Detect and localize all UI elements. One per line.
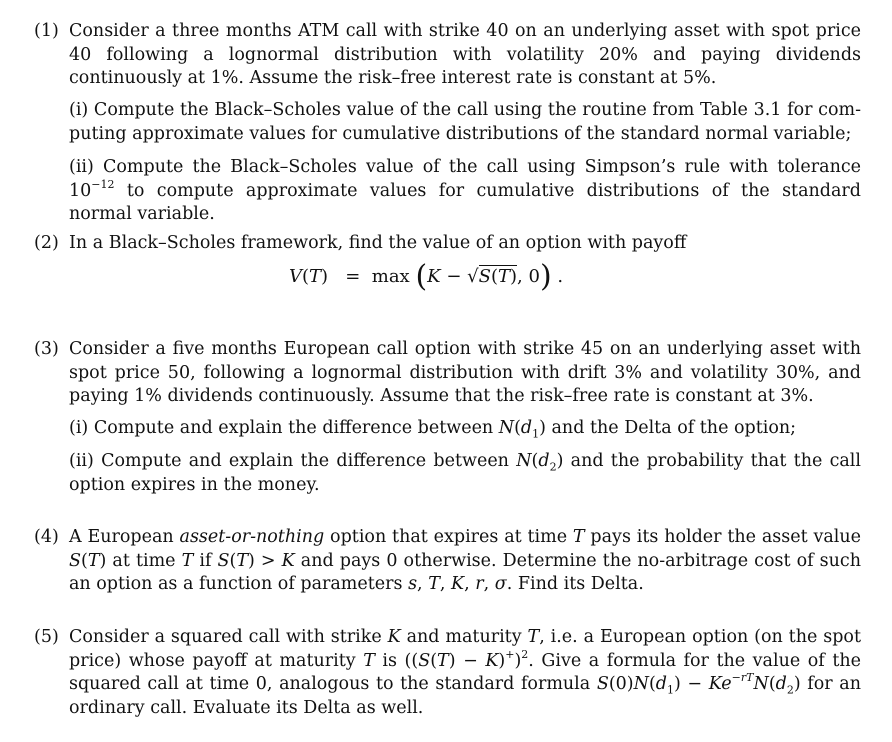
problem-2-stem: In a Black–Scholes framework, find the value of an option with payoff xyxy=(69,233,687,253)
problem-4-stem: A European asset-or-nothing option that expires at time T pays its holder the asset value S(T) at time T if S(T) > K and pays 0 otherwise. Determine the no-arbitrage cost of such an option as a function of parameters s, T, K, r, σ. Find its Delta. xyxy=(69,527,862,594)
problem-1-part-i: (i) Compute the Black–Scholes value of the call using the routine from Table 3.1 for com- puting approximate values for cumulative distributions of the standard normal variable; xyxy=(69,100,861,144)
problem-4-number: (4) xyxy=(34,527,59,547)
problem-3-part-i: (i) Compute and explain the difference between $N(d_1)$ and the Delta of the option; xyxy=(69,418,797,441)
problem-3-part-ii: (ii) Compute and explain the difference between $N(d_2)$ and the probability that the call option expires in the money. xyxy=(69,451,862,495)
problem-5-stem: Consider a squared call with strike K and maturity T, i.e. a European option (on the spot price) whose payoff at maturity T is $((S(T) - K)^+)^2$. Give a formula for the value of the squared call at time 0, analogous to the standard formula $S(0)N(d_1) - Ke^{-rT}N(d_2)$ for an ordinary call. Evaluate its Delta as well. xyxy=(69,627,861,718)
problem-5-number: (5) xyxy=(34,627,59,647)
payoff-equation: V(T) = max (K − √S(T), 0) . xyxy=(289,259,564,294)
problem-1-number: (1) xyxy=(34,21,59,41)
problem-3-number: (3) xyxy=(34,339,59,359)
problem-1-stem: Consider a three months ATM call with strike 40 on an underlying asset with spot price 40 following a lognormal distribution with volatility 20% and paying dividends continuously at 1%. Assume the risk–free interest rate is constant at 5%. xyxy=(69,21,861,88)
problem-2-number: (2) xyxy=(34,233,59,253)
problem-1-part-ii: (ii) Compute the Black–Scholes value of the call using Simpson’s rule with tolerance $10^{-12}$ to compute approximate values for cumulative distributions of the standard normal variable. xyxy=(69,157,861,224)
problem-3-stem: Consider a five months European call option with strike 45 on an underlying asset with spot price 50, following a lognormal distribution with drift 3% and volatility 30%, and paying 1% dividends continuously. Assume that the risk–free rate is constant at 3%. xyxy=(69,339,861,406)
